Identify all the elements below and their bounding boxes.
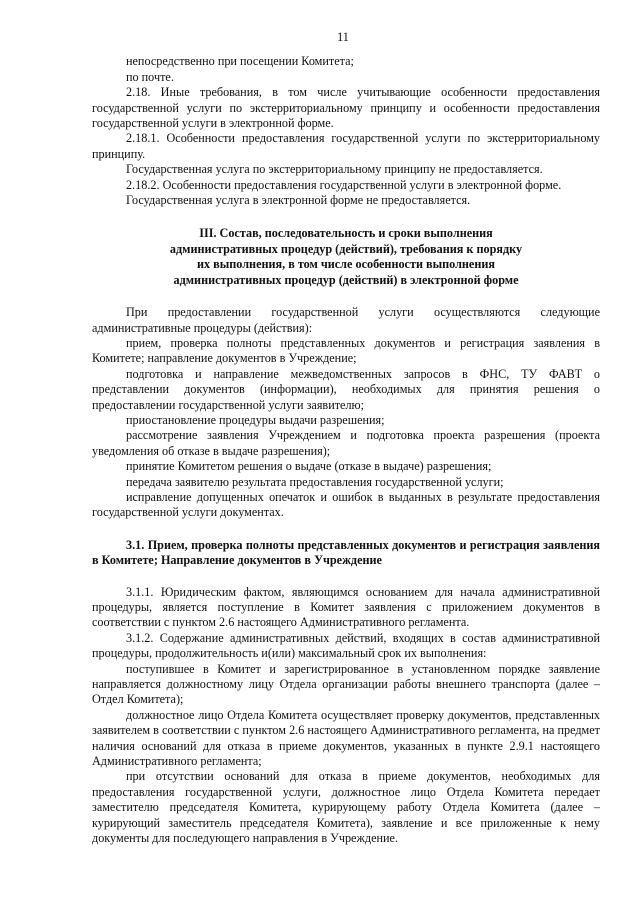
section-heading-line: административных процедур (действий) в электронной форме [173,272,519,287]
paragraph: При предоставлении государственной услуги осуществляются следующие административные процедуры (действия): [92,305,600,335]
list-item: подготовка и направление межведомственных запросов в ФНС, ТУ ФАВТ о представлении документов (информации), необходимых для принятия решения о предоставлении государственной услуги заявителю; [92,366,600,412]
section-heading-line: административных процедур (действий), требования к порядку [169,241,523,256]
block-requirements [92,54,600,208]
paragraph: 2.18.2. Особенности предоставления государственной услуги в электронной форме. [126,177,562,192]
section-heading [112,226,580,288]
list-item: передача заявителю результата предоставления государственной услуги; [126,474,504,489]
paragraph: Государственная услуга в электронной форме не предоставляется. [126,193,471,208]
list-item: при отсутствии оснований для отказа в приеме документов, необходимых для предоставления государственной услуги, должностное лицо Отдела Комитета передает заместителю председателя Комитета, курирующему работу Отдела Комитета (далее – курирующий заместитель председателя Комитета), заявление и все приложенные к нему документы для последующего направления в Учреждение. [92,769,600,846]
section-heading-line: их выполнения, в том числе особенности выполнения [197,257,495,272]
paragraph: 3.1.1. Юридическим фактом, являющимся основанием для начала административной процедуры, является поступление в Комитет заявления с приложением документов в соответствии с пунктом 2.6 настоящего Административного регламента. [92,584,600,630]
paragraph: 2.18.1. Особенности предоставления государственной услуги по экстерриториальному принципу. [92,131,600,161]
paragraph: 2.18. Иные требования, в том числе учитывающие особенности предоставления государственной услуги по экстерриториальному принципу и особенности предоставления государственной услуги в электронной форме. [92,85,600,131]
paragraph: Государственная услуга по экстерриториальному принципу не предоставляется. [126,162,543,177]
paragraph: непосредственно при посещении Комитета; [126,54,354,69]
subsection-heading: 3.1. Прием, проверка полноты представленных документов и регистрация заявления в Комитете; Направление документов в Учреждение [92,537,600,568]
list-item: принятие Комитетом решения о выдаче (отказе в выдаче) разрешения; [126,459,492,474]
document-page [92,30,600,847]
list-item: рассмотрение заявления Учреждением и подготовка проекта разрешения (проекта уведомления об отказе в выдаче разрешения); [92,428,600,458]
section-heading-line: III. Состав, последовательность и сроки выполнения [199,226,493,241]
block-subsection-3-1 [92,585,600,847]
list-item: прием, проверка полноты представленных документов и регистрация заявления в Комитете; направление документов в Учреждение; [92,335,600,366]
paragraph: 3.1.2. Содержание административных действий, входящих в состав административной процедуры, продолжительность и(или) максимальный срок их выполнения: [92,630,600,661]
list-item: исправление допущенных опечаток и ошибок в выданных в результате предоставления государственной услуги документах. [92,489,600,520]
paragraph: по почте. [126,69,174,84]
list-item: должностное лицо Отдела Комитета осуществляет проверку документов, представленных заявителем в соответствии с пунктом 2.6 настоящего Административного регламента, на предмет наличия оснований для отказа в приеме документов, указанных в пункте 2.9.1 настоящего Административного регламента; [92,707,600,769]
list-item: поступившее в Комитет и зарегистрированное в установленном порядке заявление направляется должностному лицу Отдела организации работы внешнего транспорта (далее – Отдел Комитета); [92,661,600,707]
block-procedures [92,305,600,521]
list-item: приостановление процедуры выдачи разрешения; [126,412,385,427]
page-number: 11 [337,30,349,44]
